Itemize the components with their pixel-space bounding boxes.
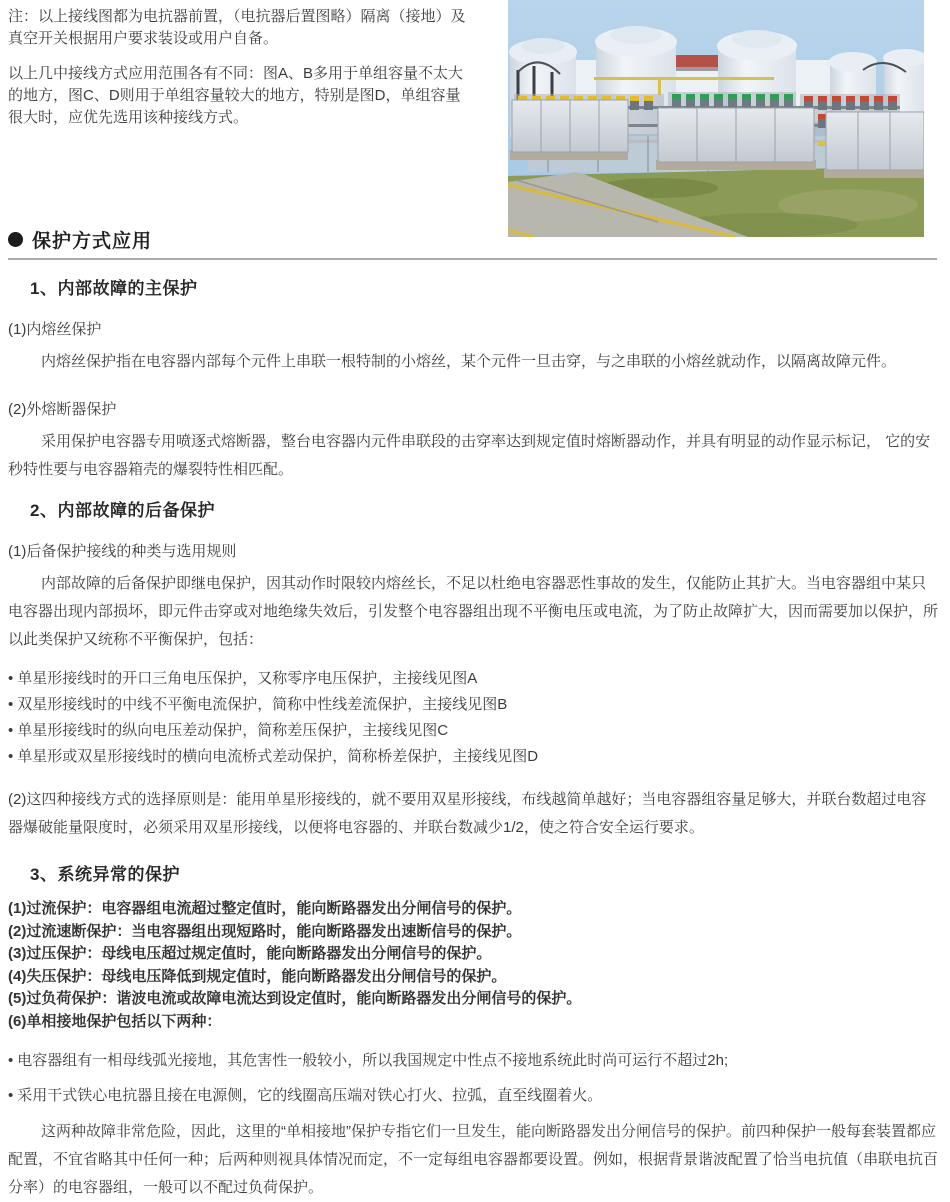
bullet-text: 电容器组有一相母线弧光接地，其危害性一般较小，所以我国规定中性点不接地系统此时尚可运行不超过2h; [17,1051,729,1069]
top-section [0,0,950,262]
note-paragraph-1: 注：以上接线图都为电抗器前置，（电抗器后置图略）隔离（接地）及真空开关根据用户要求装设或用户自备。 [8,8,466,47]
substation-photo [508,0,924,237]
bullet-icon: • [8,722,14,739]
list-item [8,1085,940,1106]
paragraph-wiring-selection-rules: (2)这四种接线方式的选择原则是：能用单星形接线的，就不要用双星形接线，布线越简单越好；当电容器组容量足够大，并联台数超过电容器爆破能量限度时，必须采用双星形接线，以便将电容器的、并联台数减少1/2，使之符合安全运行要求。 [8,791,927,836]
header-divider [8,258,937,260]
heading-internal-main-protection: 1、内部故障的主保护 [30,279,198,298]
label-internal-fuse: (1)内熔丝保护 [8,321,102,338]
bullet-icon: • [8,696,14,713]
content-area [8,262,940,1202]
bullet-text: 单星形接线时的纵向电压差动保护，简称差压保护，主接线见图C [17,722,449,739]
paragraph-internal-fuse: 内熔丝保护指在电容器内部每个元件上串联一根特制的小熔丝，某个元件一旦击穿，与之串联的小熔丝就动作，以隔离故障元件。 [41,353,897,370]
section-title: 保护方式应用 [32,231,153,252]
list-item [8,692,940,718]
paragraph-closing: 这两种故障非常危险，因此，这里的“单相接地”保护专指它们一旦发生，能向断路器发出分闸信号的保护。前四种保护一般每套装置都应配置，不宜省略其中任何一种；后两种则视具体情况而定，不一定每组电容器都要设置。例如，根据背景谐波配置了恰当电抗值（串联电抗百分率）的电容器组，一般可以不配过负荷保护。 [8,1122,939,1196]
bullet-icon: • [8,748,14,765]
section-header [8,226,152,253]
label-external-fuse: (2)外熔断器保护 [8,401,117,418]
paragraph-external-fuse: 采用保护电容器专用喷逐式熔断器，整台电容器内元件串联段的击穿率达到规定值时熔断器动作，并具有明显的动作显示标记， 它的安秒特性要与电容器箱壳的爆裂特性相匹配。 [8,433,931,478]
list-item: (4)失压保护：母线电压降低到规定值时，能向断路器发出分闸信号的保护。 [8,967,507,985]
list-item: (2)过流速断保护：当电容器组出现短路时，能向断路器发出速断信号的保护。 [8,922,522,940]
list-item: (5)过负荷保护：谐波电流或故障电流达到设定值时，能向断路器发出分闸信号的保护。 [8,990,582,1008]
heading-backup-protection: 2、内部故障的后备保护 [30,501,215,520]
label-backup-wiring-types: (1)后备保护接线的种类与选用规则 [8,543,237,560]
bullet-icon: • [8,1051,14,1069]
list-item: (1)过流保护：电容器组电流超过整定值时，能向断路器发出分闸信号的保护。 [8,900,522,917]
list-item: (6)单相接地保护包括以下两种： [8,1012,222,1030]
heading-system-abnormal-protection: 3、系统异常的保护 [30,865,180,884]
wiring-bullet-list [8,666,940,770]
list-item [8,666,940,692]
intro-notes [8,6,468,142]
note-paragraph-2: 以上几中接线方式应用范围各有不同：图A、B多用于单组容量不太大的地方，图C、D则用于单组容量较大的地方，特别是图D，单组容量很大时，应优先选用该种接线方式。 [8,65,464,126]
list-item [8,1050,940,1071]
bullet-text: 双星形接线时的中线不平衡电流保护，简称中性线差流保护，主接线见图B [17,696,508,713]
bullet-icon: • [8,670,14,687]
bullet-icon: • [8,1086,14,1104]
abnormal-protection-list [8,898,940,1034]
list-item [8,718,940,744]
paragraph-backup-protection: 内部故障的后备保护即继电保护，因其动作时限较内熔丝长，不足以杜绝电容器恶性事故的发生，仅能防止其扩大。当电容器组中某只电容器出现内部损坏，即元件击穿或对地绝缘失效后，引发整个电容器组出现不平衡电压或电流，为了防止故障扩大，因而需要加以保护，所以此类保护又统称不平衡保护，包括： [8,575,939,648]
bullet-text: 采用干式铁心电抗器且接在电源侧，它的线圈高压端对铁心打火、拉弧，直至线圈着火。 [17,1086,603,1104]
bullet-text: 单星形接线时的开口三角电压保护，又称零序电压保护，主接线见图A [17,670,478,687]
section-bullet-icon [8,232,23,247]
list-item: (3)过压保护：母线电压超过规定值时，能向断路器发出分闸信号的保护。 [8,945,492,963]
list-item [8,744,940,770]
bullet-text: 单星形或双星形接线时的横向电流桥式差动保护，简称桥差保护，主接线见图D [17,748,539,765]
